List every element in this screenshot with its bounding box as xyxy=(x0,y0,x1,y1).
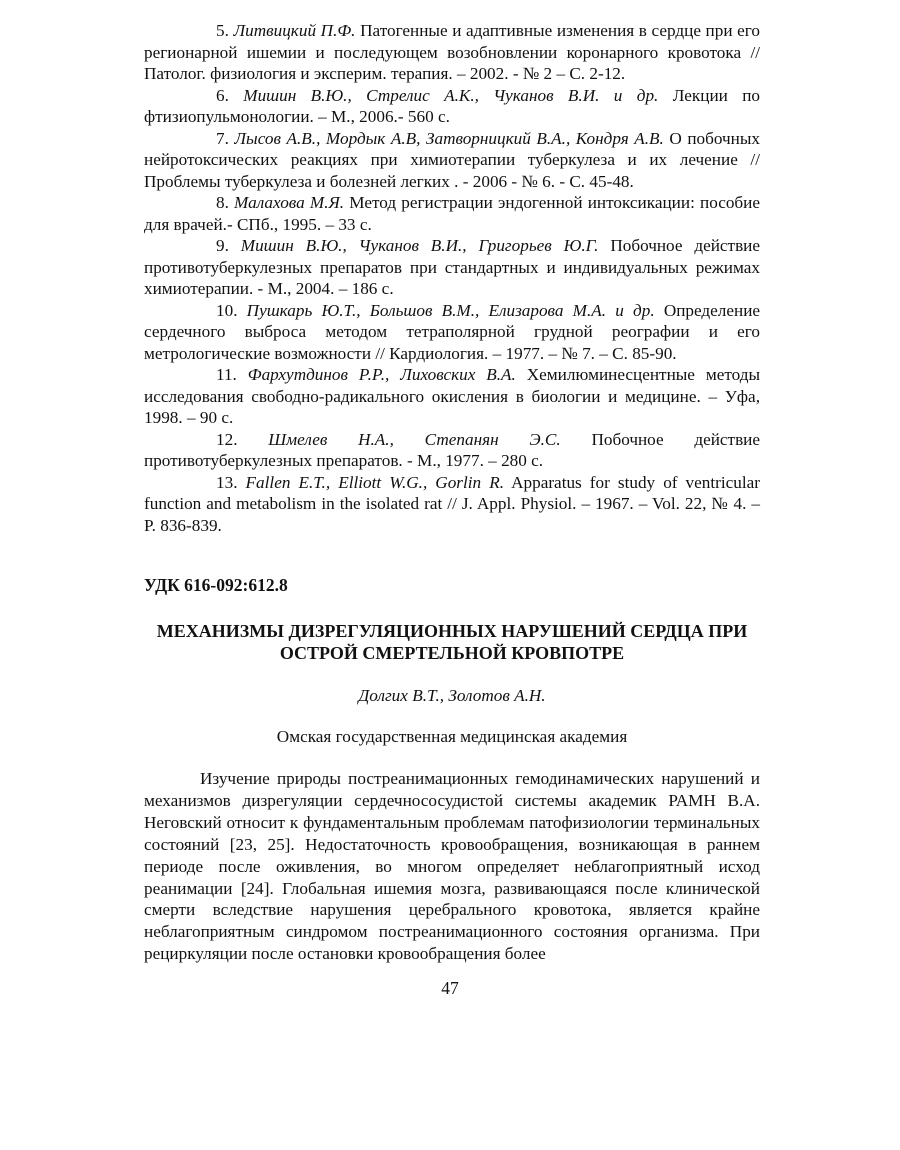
reference-item xyxy=(144,192,760,235)
reference-number: 8. xyxy=(216,193,229,212)
article-title xyxy=(144,620,760,664)
reference-authors: Лысов А.В., Мордык А.В, Затворницкий В.А., Кондря А.В. xyxy=(234,128,664,148)
reference-text: Лекции по фтизиопульмонологии. – М., 2006.- 560 с. xyxy=(144,85,761,126)
article-title-line: МЕХАНИЗМЫ ДИЗРЕГУЛЯЦИОННЫХ НАРУШЕНИЙ СЕРДЦА ПРИ xyxy=(156,621,748,641)
reference-text: Побочное действие противотуберкулезных препаратов при стандартных и индивидуальных режимах химиотерапии. - М., 2004. – 186 с. xyxy=(144,236,761,298)
reference-text: О побочных нейротоксических реакциях при химиотерапии туберкулеза и их лечение // Проблемы туберкулеза и болезней легких . - 2006 - № 6. - С. 45-48. xyxy=(144,128,760,191)
reference-number: 12. xyxy=(216,429,238,449)
reference-item xyxy=(144,128,760,193)
reference-list xyxy=(144,20,760,536)
reference-text: Хемилюминесцентные методы исследования свободно-радикального окисления в биологии и медицине. – Уфа, 1998. – 90 с. xyxy=(144,365,761,427)
reference-authors: Фархутдинов Р.Р., Лиховских В.А. xyxy=(247,365,516,384)
reference-text: Определение сердечного выброса методом тетраполярной грудной реографии и его метрологические возможности // Кардиология. – 1977. – № 7. – С. 85-90. xyxy=(144,300,761,363)
reference-authors: Пушкарь Ю.Т., Большов В.М., Елизарова М.А. и др. xyxy=(246,300,655,320)
reference-text: Патогенные и адаптивные изменения в сердце при его регионарной ишемии и последующем возобновлении коронарного кровотока // Патолог. физиология и эксперим. терапия. – 2002. - № 2 – С. 2-12. xyxy=(144,21,761,83)
reference-text: Побочное действие противотуберкулезных препаратов. - М., 1977. – 280 с. xyxy=(144,429,761,470)
reference-item xyxy=(144,472,760,537)
reference-text: Apparatus for study of ventricular function and metabolism in the isolated rat // J. Appl. Physiol. – 1967. – Vol. 22, № 4. – P. 836-839. xyxy=(144,472,761,535)
reference-authors: Мишин В.Ю., Чуканов В.И., Григорьев Ю.Г. xyxy=(240,236,599,255)
reference-item xyxy=(144,20,760,85)
reference-number: 11. xyxy=(216,365,237,384)
reference-authors: Литвицкий П.Ф. xyxy=(233,21,356,40)
affiliation: Омская государственная медицинская академия xyxy=(276,727,628,746)
reference-item xyxy=(144,364,760,429)
reference-item xyxy=(144,85,760,128)
article-body-paragraph: Изучение природы постреанимационных гемодинамических нарушений и механизмов дизрегуляции сердечнососудистой системы академик РАМН В.А. Неговский относит к фундаментальным проблемам патофизиологии терминальных состояний [23, 25]. Недостаточность кровообращения, возникающая в раннем периоде после оживления, во многом определяет неблагоприятный исход реанимации [24]. Глобальная ишемия мозга, развивающаяся после клинической смерти вследствие нарушения церебрального кровотока, является крайне неблагоприятным синдромом постреанимационного состояния организма. При рециркуляции после остановки кровообращения более xyxy=(144,769,760,964)
reference-authors: Малахова М.Я. xyxy=(234,193,345,212)
reference-item xyxy=(144,300,760,365)
reference-authors: Шмелев Н.А., Степанян Э.С. xyxy=(268,429,561,449)
article-title-line: ОСТРОЙ СМЕРТЕЛЬНОЙ КРОВПОТРЕ xyxy=(279,643,625,663)
reference-number: 6. xyxy=(216,85,229,105)
reference-number: 7. xyxy=(216,128,229,148)
reference-number: 5. xyxy=(216,21,229,40)
reference-number: 10. xyxy=(216,300,238,320)
page-number: 47 xyxy=(441,978,459,998)
reference-number: 13. xyxy=(216,472,238,492)
article-authors: Долгих В.Т., Золотов А.Н. xyxy=(358,686,546,705)
reference-number: 9. xyxy=(216,236,229,255)
reference-text: Метод регистрации эндогенной интоксикации: пособие для врачей.- СПб., 1995. – 33 с. xyxy=(144,193,761,234)
reference-authors: Мишин В.Ю., Стрелис А.К., Чуканов В.И. и др. xyxy=(243,85,659,105)
reference-item xyxy=(144,429,760,472)
reference-item xyxy=(144,235,760,300)
reference-authors: Fallen E.T., Elliott W.G., Gorlin R. xyxy=(245,472,504,492)
udk-code: УДК 616-092:612.8 xyxy=(144,575,288,595)
